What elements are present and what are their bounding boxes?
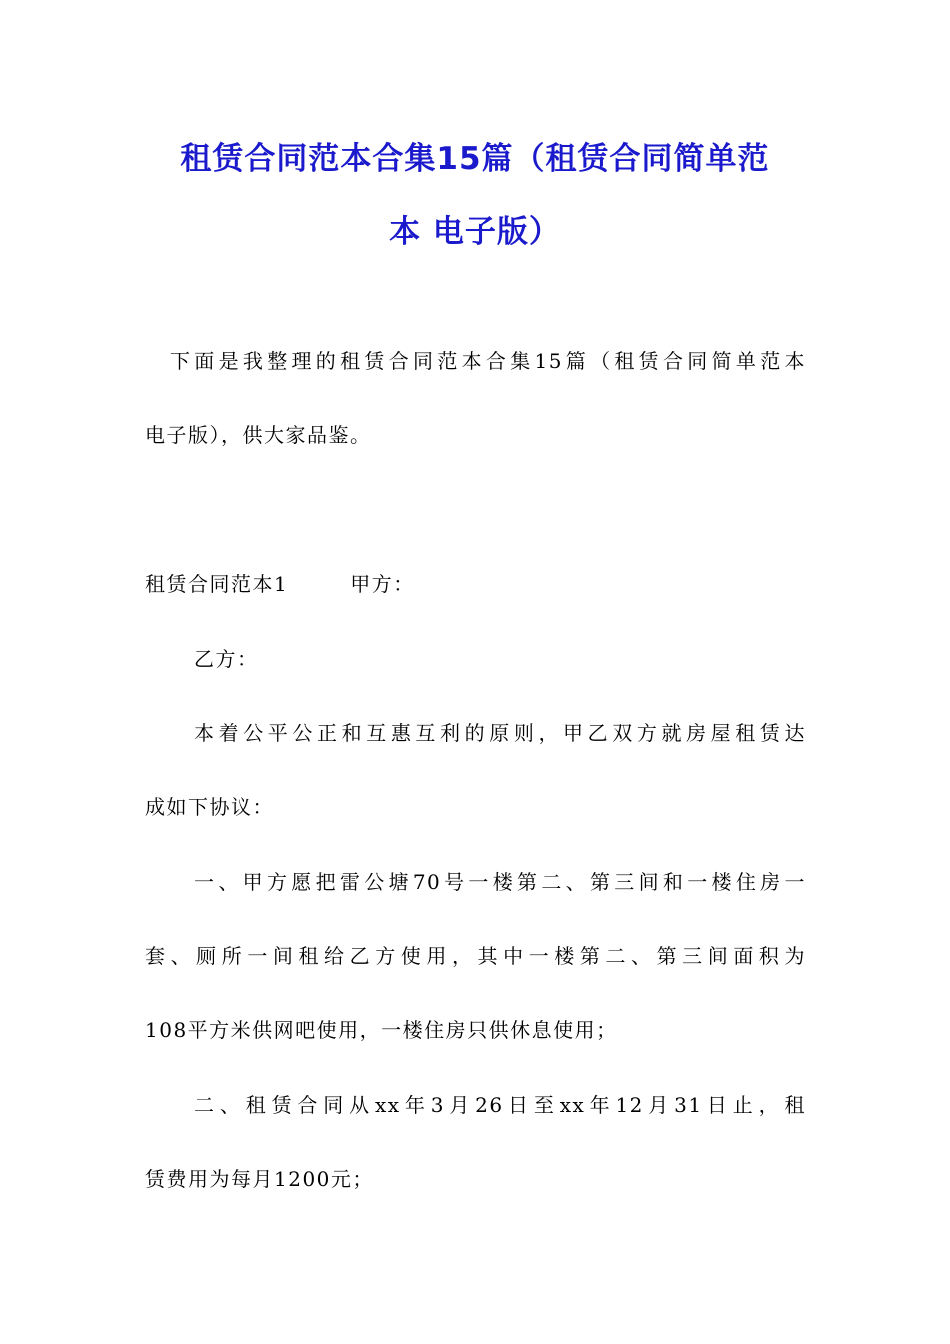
para3-line-2: 赁费用为每月1200元；	[145, 1167, 374, 1191]
contract-heading: 租赁合同范本1	[145, 572, 289, 596]
contract-heading-row	[145, 570, 415, 598]
document-title-line-1: 租赁合同范本合集15篇（租赁合同简单范	[180, 141, 770, 177]
para1-line-1: 本着公平公正和互惠互利的原则，甲乙双方就房屋租赁达	[194, 721, 806, 745]
document-title-line-2: 本 电子版）	[389, 214, 561, 250]
para2-line-3: 108平方米供网吧使用，一楼住房只供休息使用；	[145, 1018, 618, 1042]
para1-line-2: 成如下协议：	[145, 795, 274, 819]
party-b-label: 乙方：	[194, 647, 259, 671]
party-a-label: 甲方：	[350, 572, 415, 596]
para2-line-1: 一、甲方愿把雷公塘70号一楼第二、第三间和一楼住房一	[194, 870, 806, 894]
para3-line-1: 二、租赁合同从xx年3月26日至xx年12月31日止，租	[194, 1093, 806, 1117]
intro-line-1: 下面是我整理的租赁合同范本合集15篇（租赁合同简单范本	[170, 349, 806, 373]
para2-line-2: 套、厕所一间租给乙方使用，其中一楼第二、第三间面积为	[145, 944, 806, 968]
intro-line-2: 电子版），供大家品鉴。	[145, 423, 372, 447]
